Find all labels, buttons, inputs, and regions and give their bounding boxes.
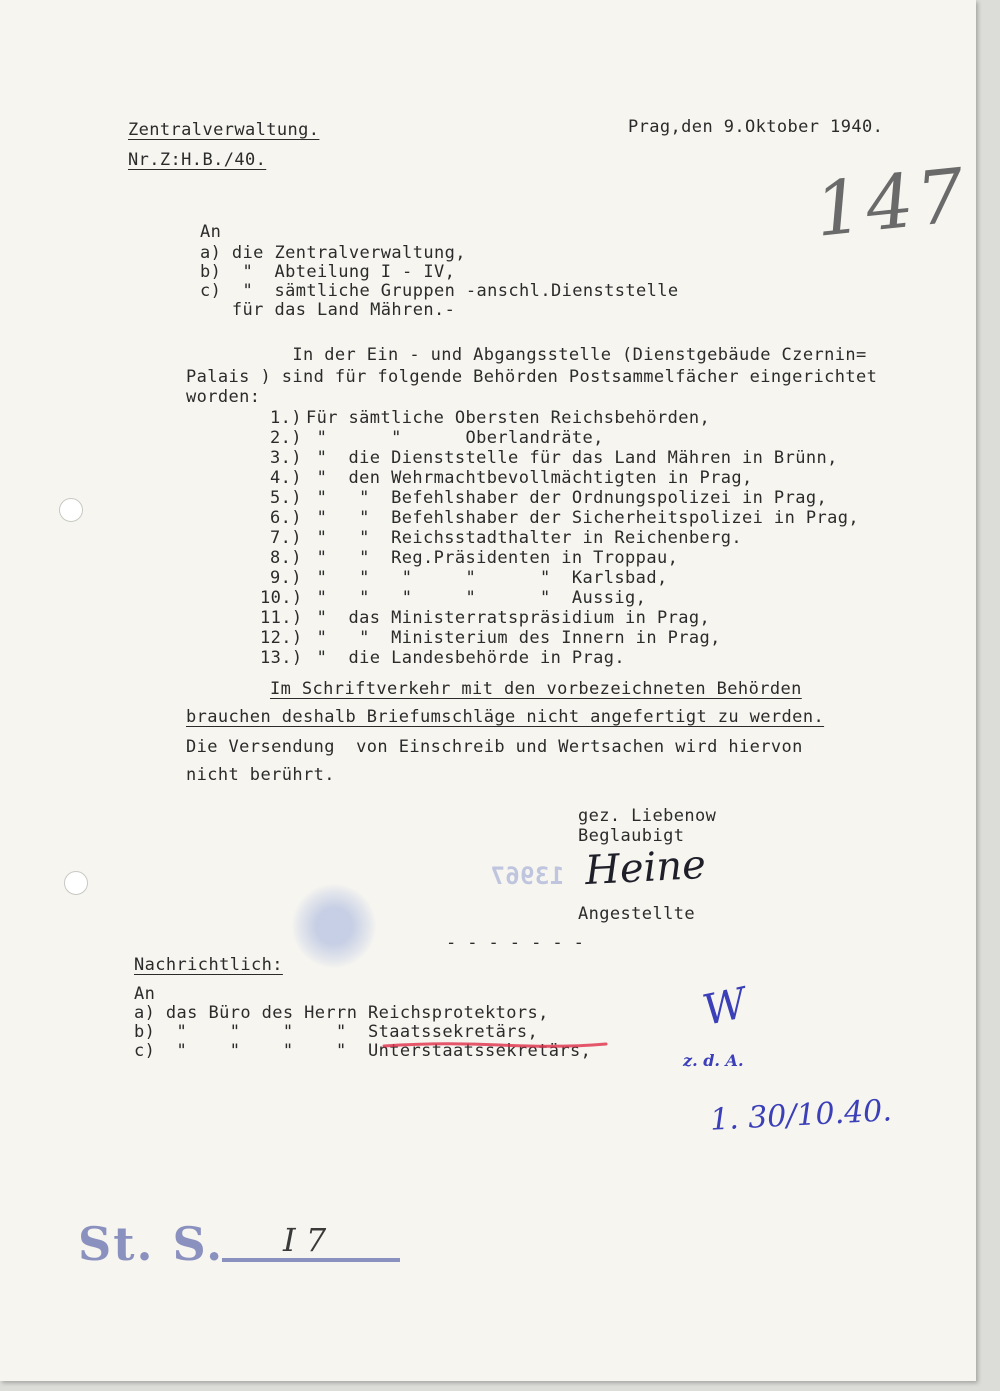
list-item-number: 10.) xyxy=(260,588,303,608)
list-item-text: " die Landesbehörde in Prag. xyxy=(306,648,626,668)
addressee-intro: An xyxy=(200,222,222,242)
list-item-text: " " Reg.Präsidenten in Troppau, xyxy=(306,548,679,568)
certified-label: Beglaubigt xyxy=(578,826,685,846)
copies-heading: Nachrichtlich: xyxy=(134,955,283,975)
margin-note-date: 1. 30/10.40. xyxy=(709,1093,893,1138)
paragraph-line: Palais ) sind für folgende Behörden Postsammelfächer eingerichtet xyxy=(186,367,878,387)
list-item-number: 8.) xyxy=(270,548,302,568)
reference-number: Nr.Z:H.B./40. xyxy=(128,150,267,170)
list-item-number: 12.) xyxy=(260,628,303,648)
list-item-number: 7.) xyxy=(270,528,302,548)
closing-line: Die Versendung von Einschreib und Wertsachen wird hiervon xyxy=(186,737,803,757)
list-item-number: 5.) xyxy=(270,488,302,508)
copies-line: b) " " " " Staatssekretärs, xyxy=(134,1022,539,1042)
margin-note-zda: z. d. A. xyxy=(683,1051,744,1070)
list-item-text: Für sämtliche Obersten Reichsbehörden, xyxy=(306,408,711,428)
registry-mark: I 7 xyxy=(283,1221,327,1259)
handwritten-signature: Heine xyxy=(583,841,707,895)
list-item-text: " " Reichsstadthalter in Reichenberg. xyxy=(306,528,743,548)
list-item-number: 9.) xyxy=(270,568,302,588)
list-item-number: 4.) xyxy=(270,468,302,488)
separator-dashes: - - - - - - - xyxy=(446,933,585,953)
list-item-number: 2.) xyxy=(270,428,302,448)
addressee-line: b) " Abteilung I - IV, xyxy=(200,262,456,282)
list-item-number: 6.) xyxy=(270,508,302,528)
punch-hole-top xyxy=(59,498,83,522)
faint-circular-stamp xyxy=(292,884,376,968)
punch-hole-bottom xyxy=(64,871,88,895)
list-item-text: " den Wehrmachtbevollmächtigten in Prag, xyxy=(306,468,753,488)
list-item-text: " " Oberlandräte, xyxy=(306,428,604,448)
list-item-text: " " Befehlshaber der Ordnungspolizei in Prag, xyxy=(306,488,828,508)
closing-line-underlined: brauchen deshalb Briefumschläge nicht angefertigt zu werden. xyxy=(186,707,825,727)
addressee-line: für das Land Mähren.- xyxy=(200,300,456,320)
list-item-text: " " Befehlshaber der Sicherheitspolizei in Prag, xyxy=(306,508,860,528)
copies-line: c) " " " " Unterstaatssekretärs, xyxy=(134,1041,592,1061)
department-name: Zentralverwaltung. xyxy=(128,120,320,140)
addressee-line: c) " sämtliche Gruppen -anschl.Dienststelle xyxy=(200,281,679,301)
registry-stamp: St. S. xyxy=(78,1217,225,1271)
closing-line: nicht berührt. xyxy=(186,765,335,785)
list-item-text: " " " " " Karlsbad, xyxy=(306,568,668,588)
list-item-number: 11.) xyxy=(260,608,303,628)
list-item-text: " das Ministerratspräsidium in Prag, xyxy=(306,608,711,628)
copies-intro: An xyxy=(134,984,156,1004)
list-item-text: " " Ministerium des Innern in Prag, xyxy=(306,628,721,648)
copies-line: a) das Büro des Herrn Reichsprotektors, xyxy=(134,1003,549,1023)
list-item-number: 3.) xyxy=(270,448,302,468)
red-pencil-underline xyxy=(380,1038,610,1052)
folio-number: 147 xyxy=(810,152,973,254)
margin-initial: W xyxy=(698,978,751,1035)
list-item-text: " " " " " Aussig, xyxy=(306,588,647,608)
place-and-date: Prag,den 9.Oktober 1940. xyxy=(628,117,884,137)
signer-role: Angestellte xyxy=(578,904,695,924)
list-item-number: 13.) xyxy=(260,648,303,668)
addressee-line: a) die Zentralverwaltung, xyxy=(200,243,466,263)
paragraph-line: worden: xyxy=(186,387,261,407)
signed-by: gez. Liebenow xyxy=(578,806,717,826)
list-item-text: " die Dienststelle für das Land Mähren in Brünn, xyxy=(306,448,838,468)
paragraph-line: In der Ein - und Abgangsstelle (Dienstgebäude Czernin= xyxy=(186,345,867,365)
list-item-number: 1.) xyxy=(270,408,302,428)
number-stamp: 13967 xyxy=(490,862,565,890)
closing-line-underlined: Im Schriftverkehr mit den vorbezeichneten Behörden xyxy=(270,679,802,699)
